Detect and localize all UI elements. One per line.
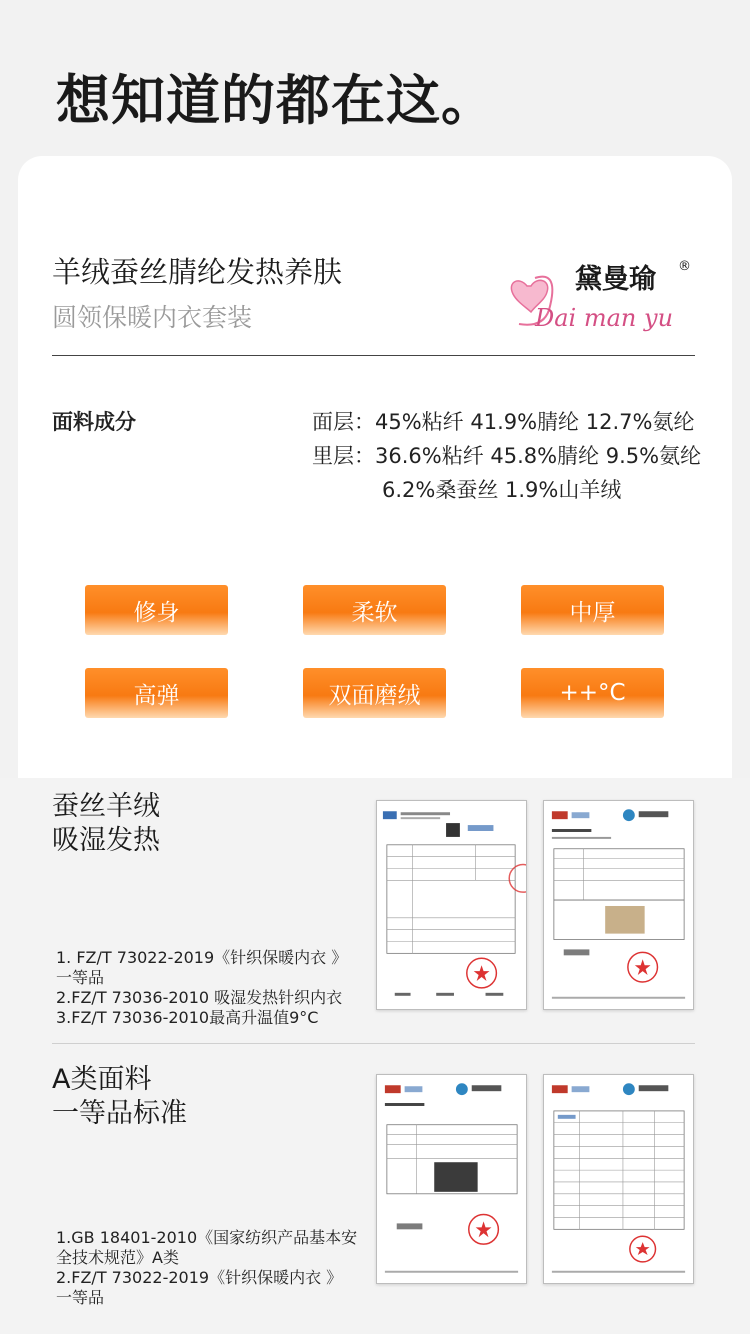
- tag-double-brushed: 双面磨绒: [303, 668, 446, 718]
- tag-high-stretch: 高弹: [85, 668, 228, 718]
- fabric-label: 面料成分: [52, 410, 136, 434]
- product-subtitle: 圆领保暖内衣套装: [52, 303, 253, 332]
- header-divider: [52, 355, 695, 356]
- section-1-standards: 1. FZ/T 73022-2019《针织保暖内衣 》 一等品 2.FZ/T 73036-2010 吸湿发热针织内衣 3.FZ/T 73036-2010最高升温值9°C: [56, 948, 348, 1027]
- page-headline: 想知道的都在这。: [56, 69, 496, 132]
- fabric-outer-layer: 面层：45%粘纤 41.9%腈纶 12.7%氨纶: [312, 410, 695, 434]
- tag-warming: ++°C: [521, 668, 664, 718]
- section-1-title: 蚕丝羊绒 吸湿发热: [52, 791, 160, 856]
- test-report-image: [376, 1074, 527, 1284]
- tag-slim-fit: 修身: [85, 585, 228, 635]
- test-report-image: [376, 800, 527, 1010]
- section-divider: [52, 1043, 695, 1044]
- brand-logo: [505, 250, 695, 340]
- product-name: 羊绒蚕丝腈纶发热养肤: [52, 255, 343, 289]
- tag-medium-thick: 中厚: [521, 585, 664, 635]
- fabric-inner-layer: 里层：36.6%粘纤 45.8%腈纶 9.5%氨纶: [312, 444, 702, 468]
- section-2-standards: 1.GB 18401-2010《国家纺织产品基本安 全技术规范》A类 2.FZ/T 73022-2019《针织保暖内衣 》 一等品: [56, 1228, 358, 1307]
- test-report-image: [543, 800, 694, 1010]
- fabric-inner-layer-cont: 6.2%桑蚕丝 1.9%山羊绒: [382, 478, 622, 502]
- section-2-title: A类面料 一等品标准: [52, 1064, 187, 1129]
- brand-name-en: Dai man yu: [535, 304, 674, 332]
- tag-soft: 柔软: [303, 585, 446, 635]
- test-report-image: [543, 1074, 694, 1284]
- brand-name-cn: 黛曼瑜: [575, 264, 656, 295]
- brand-registered: ®: [678, 259, 691, 274]
